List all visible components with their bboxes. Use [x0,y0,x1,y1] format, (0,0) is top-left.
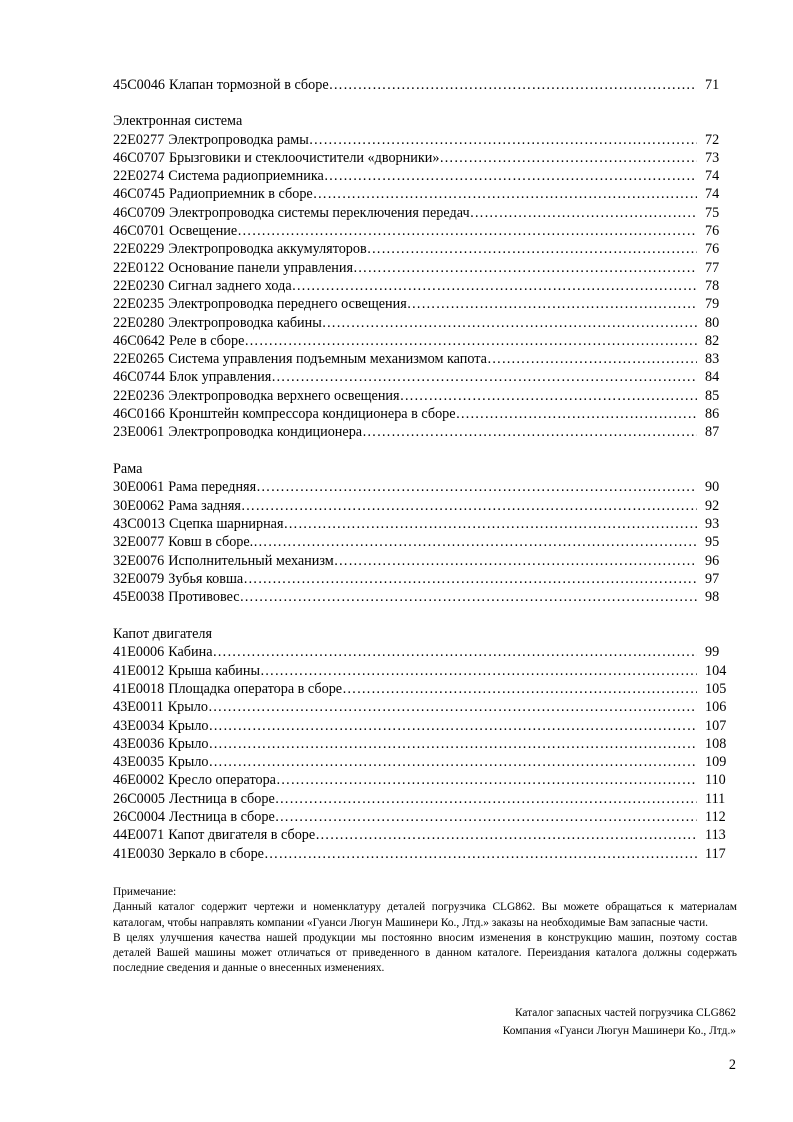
part-code: 43E0035 [113,754,165,771]
section-spacer [113,442,733,461]
dot-leader [487,350,697,368]
toc-entry[interactable] [113,717,733,735]
page-ref: 113 [705,827,726,844]
page-ref: 99 [705,644,720,661]
page-ref: 71 [705,77,720,93]
dot-leader [256,478,697,496]
page-ref: 108 [705,735,727,752]
page-ref: 73 [705,149,720,166]
dot-leader [309,131,697,149]
part-code: 22E0122 [113,259,165,276]
toc-entry[interactable] [113,368,733,386]
toc-entry[interactable] [113,845,733,863]
dot-leader [342,680,697,698]
part-title: Рама задняя [168,497,241,514]
dot-leader [208,698,697,716]
part-title: Кронштейн компрессора кондиционера в сборе [169,406,456,423]
dot-leader [253,533,697,551]
part-title: Крыло [168,735,209,752]
toc-entry[interactable] [113,314,733,332]
part-code: 41E0006 [113,644,165,661]
part-title: Клапан тормозной в сборе [169,77,329,93]
toc-entry[interactable] [113,753,733,771]
part-title: Кабина [168,644,213,661]
part-code: 46E0002 [113,772,165,789]
page-ref: 93 [705,516,720,533]
dot-leader [209,735,698,753]
part-code: 46C0642 [113,332,166,349]
toc-entry[interactable] [113,332,733,350]
part-code: 30E0062 [113,497,165,514]
signature-line: Каталог запасных частей погрузчика CLG862 [514,1007,736,1019]
toc-entry[interactable] [113,222,733,240]
toc-entry[interactable] [113,185,733,203]
part-code: 22E0280 [113,314,165,331]
page-ref: 83 [705,351,720,368]
part-title: Сцепка шарнирная [169,516,284,533]
note-paragraph: Данный каталог содержит чертежи и номенклатуру деталей погрузчика CLG862. Вы можете обращаться к материалам каталогам, чтобы направлять компании «Гуанси Люгун Машинери Ко., Лтд.» заказы на необходимые Вам запасные части. [113,901,737,929]
page-ref: 107 [705,717,727,734]
part-title: Электропроводка переднего освещения [168,296,407,313]
dot-leader [400,387,697,405]
note-block [113,885,737,977]
page-ref: 105 [705,680,727,697]
part-title: Площадка оператора в сборе [168,680,343,697]
part-code: 26C0004 [113,808,166,825]
toc-entry[interactable] [113,515,733,533]
part-code: 30E0061 [113,479,165,496]
part-code: 32E0077 [113,534,165,551]
dot-leader [275,790,697,808]
part-title: Капот двигателя в сборе [168,827,316,844]
note-paragraph: В целях улучшения качества нашей продукции мы постоянно вносим изменения в конструкцию машин, поэтому состав деталей Вашей машины может отличаться от приведенного в данном каталоге. Переиздания каталога должны содержать последние сведения и данные о внесенных изменениях. [113,931,737,975]
part-title: Электропроводка аккумуляторов [168,241,367,258]
page-ref: 110 [705,772,726,789]
dot-leader [292,277,697,295]
part-title: Крыша кабины [168,662,261,679]
toc-entry[interactable] [113,350,733,368]
part-code: 41E0018 [113,680,165,697]
signature-line: Компания «Гуанси Люгун Машинери Ко., Лтд.» [502,1024,736,1037]
note-heading: Примечание: [113,886,177,898]
page-ref: 79 [705,296,720,313]
section-spacer [113,94,733,112]
page-ref: 97 [705,570,720,587]
page-ref: 87 [705,424,720,441]
dot-leader [322,314,697,332]
part-title: Электропроводка кабины [168,314,322,331]
page-ref: 106 [705,699,727,716]
toc-entry[interactable] [113,240,733,258]
section-heading: Рама [113,461,143,478]
part-title: Исполнительный механизм [168,552,334,569]
part-title: Электропроводка кондиционера [168,424,363,441]
part-title: Зубья ковша [168,570,244,587]
part-title: Брызговики и стеклоочистители «дворники» [169,149,440,166]
toc-entry[interactable] [113,295,733,313]
part-title: Лестница в сборе [169,808,275,825]
dot-leader [264,845,697,863]
dot-leader [284,515,697,533]
part-title: Система радиоприемника [168,168,324,185]
toc-entry[interactable] [113,771,733,789]
part-title: Электропроводка рамы [168,131,309,148]
dot-leader [240,588,697,606]
part-code: 22E0236 [113,387,165,404]
table-of-contents [113,76,733,863]
toc-entry[interactable] [113,826,733,844]
toc-entry[interactable] [113,643,733,661]
toc-entry[interactable] [113,533,733,551]
part-code: 45C0046 [113,77,166,93]
part-title: Радиоприемник в сборе [169,186,313,203]
part-title: Крыло [167,699,208,716]
dot-leader [334,552,697,570]
dot-leader [244,332,697,350]
dot-leader [315,826,697,844]
toc-entry[interactable] [113,588,733,606]
dot-leader [209,717,698,735]
page-ref: 104 [705,662,727,679]
part-title: Крыло [168,754,209,771]
toc-entry[interactable] [113,259,733,277]
toc-entry[interactable] [113,76,733,94]
part-code: 22E0277 [113,131,165,148]
part-code: 22E0274 [113,168,165,185]
part-title: Электропроводка системы переключения передач [169,204,470,221]
part-code: 32E0079 [113,570,165,587]
toc-entry[interactable] [113,735,733,753]
part-code: 32E0076 [113,552,165,569]
part-title: Противовес [168,589,240,606]
part-code: 46C0707 [113,149,166,166]
toc-entry[interactable] [113,131,733,149]
part-title: Зеркало в сборе [168,845,264,862]
toc-entry[interactable] [113,478,733,496]
toc-entry[interactable] [113,387,733,405]
part-code: 26C0005 [113,790,166,807]
part-code: 43C0013 [113,516,166,533]
page-ref: 117 [705,845,726,862]
toc-entry[interactable] [113,698,733,716]
page-ref: 74 [705,186,720,203]
dot-leader [271,368,697,386]
part-code: 46C0701 [113,223,166,240]
part-code: 46C0745 [113,186,166,203]
page-ref: 85 [705,387,720,404]
page-ref: 112 [705,808,726,825]
part-code: 43E0034 [113,717,165,734]
toc-entry[interactable] [113,423,733,441]
page-ref: 90 [705,479,720,496]
section-heading: Электронная система [113,113,243,130]
toc-entry[interactable] [113,680,733,698]
page-ref: 72 [705,131,720,148]
dot-leader [241,497,697,515]
page-ref: 92 [705,497,720,514]
page-number: 2 [728,1057,736,1073]
toc-entry[interactable] [113,497,733,515]
dot-leader [243,570,697,588]
dot-leader [353,259,697,277]
page-ref: 75 [705,204,720,221]
part-title: Ковш в сборе. [168,534,254,551]
page-ref: 78 [705,277,720,294]
part-title: Основание панели управления [168,259,353,276]
part-title: Сигнал заднего хода [168,277,292,294]
dot-leader [260,662,697,680]
page-ref: 98 [705,589,720,606]
dot-leader [456,405,697,423]
dot-leader [237,222,697,240]
toc-entry[interactable] [113,790,733,808]
part-code: 46C0744 [113,369,166,386]
dot-leader [329,76,697,94]
toc-entry[interactable] [113,277,733,295]
dot-leader [470,204,697,222]
dot-leader [362,423,697,441]
page-ref: 109 [705,754,727,771]
part-code: 46C0709 [113,204,166,221]
page-ref: 111 [705,790,726,807]
part-code: 22E0229 [113,241,165,258]
part-title: Блок управления [169,369,272,386]
part-code: 41E0012 [113,662,165,679]
part-code: 22E0265 [113,351,165,368]
part-title: Освещение [169,223,238,240]
toc-entry[interactable] [113,808,733,826]
dot-leader [313,185,697,203]
part-code: 45E0038 [113,589,165,606]
toc-entry[interactable] [113,570,733,588]
part-title: Реле в сборе [169,332,245,349]
page-ref: 84 [705,369,720,386]
section-spacer [113,607,733,626]
signature-block [503,1005,736,1040]
page-ref: 80 [705,314,720,331]
dot-leader [439,149,697,167]
part-code: 44E0071 [113,827,165,844]
part-title: Крыло [168,717,209,734]
page-ref: 77 [705,259,720,276]
part-code: 41E0030 [113,845,165,862]
page-ref: 74 [705,168,720,185]
page-ref: 82 [705,332,720,349]
page-ref: 76 [705,223,720,240]
dot-leader [367,240,697,258]
page-ref: 96 [705,552,720,569]
toc-entry[interactable] [113,204,733,222]
page-ref: 76 [705,241,720,258]
toc-entry[interactable] [113,149,733,167]
dot-leader [275,808,697,826]
part-code: 23E0061 [113,424,165,441]
page-ref: 95 [705,534,720,551]
part-code: 43E0036 [113,735,165,752]
section-heading: Капот двигателя [113,626,212,643]
toc-entry[interactable] [113,167,733,185]
part-title: Электропроводка верхнего освещения [168,387,400,404]
dot-leader [407,295,697,313]
toc-entry[interactable] [113,552,733,570]
toc-entry[interactable] [113,662,733,680]
dot-leader [209,753,698,771]
part-title: Рама передняя [168,479,257,496]
part-title: Система управления подъемным механизмом капота [168,351,487,368]
dot-leader [213,643,697,661]
page-ref: 86 [705,406,720,423]
dot-leader [276,771,697,789]
toc-entry[interactable] [113,405,733,423]
part-code: 22E0230 [113,277,165,294]
part-code: 43E0011 [113,699,164,716]
part-code: 22E0235 [113,296,165,313]
part-title: Лестница в сборе [169,790,275,807]
part-code: 46C0166 [113,406,166,423]
part-title: Кресло оператора [168,772,276,789]
dot-leader [324,167,697,185]
